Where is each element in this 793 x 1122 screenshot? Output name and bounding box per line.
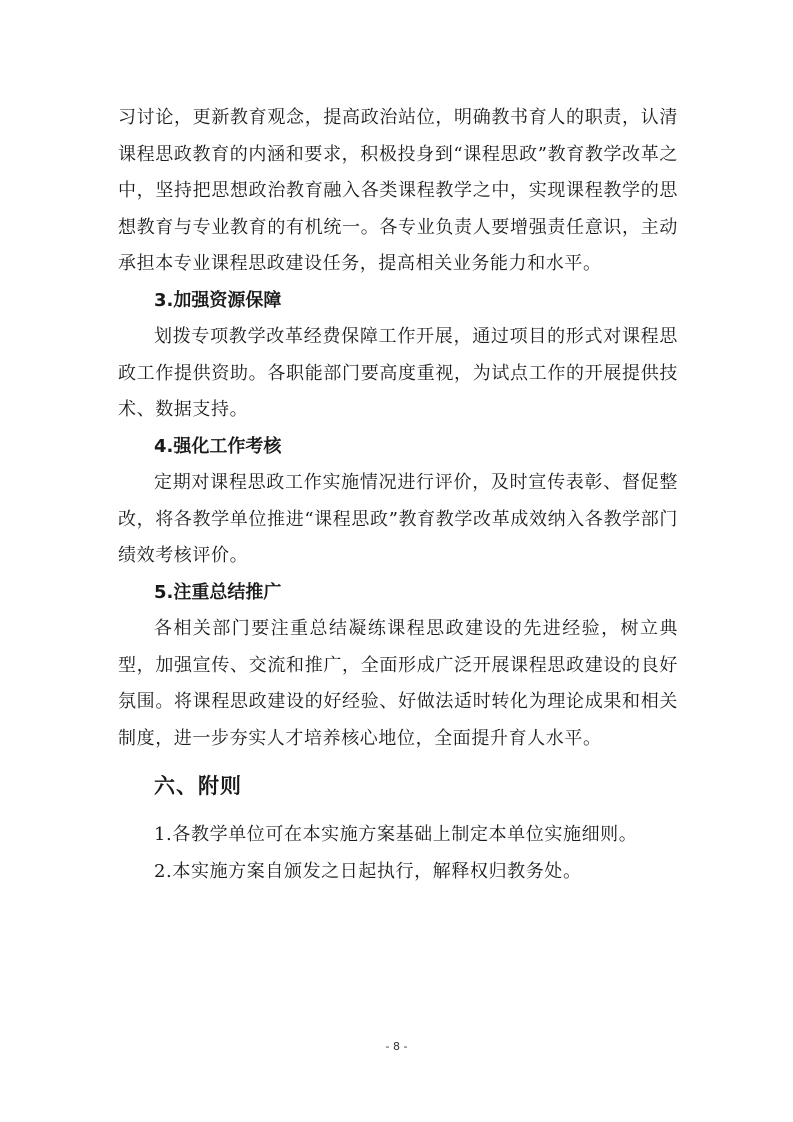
chapter-item-1: 1.各教学单位可在本实施方案基础上制定本单位实施细则。 — [154, 824, 638, 845]
continuation-paragraph: 习讨论，更新教育观念，提高政治站位，明确教书育人的职责，认清课程思政教育的内涵和要求，积极投身到“课程思政”教育教学改革之中，坚持把思想政治教育融入各类课程教学之中，实现课程教学的思想教育与专业教育的有机统一。各专业负责人要增强责任意识，主动承担本专业课程思政建设任务，提高相关业务能力和水平。 — [118, 107, 678, 274]
subsection-heading-4: 4.强化工作考核 — [154, 435, 282, 457]
subsection-heading-3: 3.加强资源保障 — [154, 289, 282, 311]
chapter-item-2: 2.本实施方案自颁发之日起执行，解释权归教务处。 — [154, 860, 582, 882]
subsection-body-3: 划拨专项教学改革经费保障工作开展，通过项目的形式对课程思政工作提供资助。各职能部门要高度重视，为试点工作的开展提供技术、数据支持。 — [118, 326, 678, 420]
chapter-title: 六、附则 — [154, 774, 242, 798]
subsection-body-5: 各相关部门要注重总结凝练课程思政建设的先进经验，树立典型，加强宣传、交流和推广，全面形成广泛开展课程思政建设的良好氛围。将课程思政建设的好经验、好做法适时转化为理论成果和相关制度，进一步夯实人才培养核心地位，全面提升育人水平。 — [118, 618, 678, 749]
subsection-body-4: 定期对课程思政工作实施情况进行评价，及时宣传表彰、督促整改，将各教学单位推进“课程思政”教育教学改革成效纳入各教学部门绩效考核评价。 — [118, 472, 678, 566]
subsection-heading-5: 5.注重总结推广 — [154, 581, 282, 603]
page-number: - 8 - — [385, 1040, 408, 1053]
